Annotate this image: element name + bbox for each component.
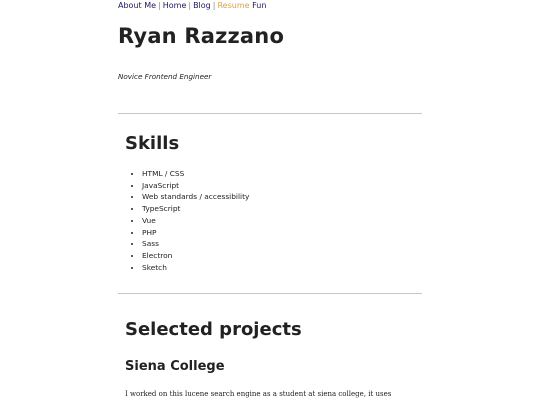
list-item: • Sass [142, 238, 249, 250]
nav-link-blog[interactable]: Blog [193, 1, 211, 10]
project-description: I worked on this lucene search engine as a student at siena college, it uses [125, 390, 392, 398]
section-divider [118, 113, 422, 114]
list-item: • PHP [142, 227, 249, 239]
project-title: Siena College [125, 359, 225, 374]
list-item: • HTML / CSS [142, 168, 249, 180]
nav-separator: | [188, 1, 192, 10]
list-item: • Electron [142, 250, 249, 262]
nav-separator: | [212, 1, 216, 10]
list-item: • Web standards / accessibility [142, 191, 249, 203]
top-nav [118, 1, 266, 11]
skills-heading: Skills [125, 133, 180, 154]
nav-link-home[interactable]: Home [162, 1, 187, 10]
list-item: • TypeScript [142, 203, 249, 215]
nav-link-fun[interactable]: Fun [252, 1, 267, 10]
list-item: • JavaScript [142, 180, 249, 192]
nav-link-resume[interactable]: Resume [217, 1, 250, 10]
projects-heading: Selected projects [125, 319, 302, 340]
nav-separator: | [158, 1, 161, 10]
list-item: • Vue [142, 215, 249, 227]
list-item: • Sketch [142, 262, 249, 274]
skills-list [125, 168, 249, 273]
section-divider [118, 293, 422, 294]
nav-link-about-me[interactable]: About Me [118, 1, 157, 10]
page-title: Ryan Razzano [118, 24, 285, 48]
tagline: Novice Frontend Engineer [118, 72, 212, 81]
